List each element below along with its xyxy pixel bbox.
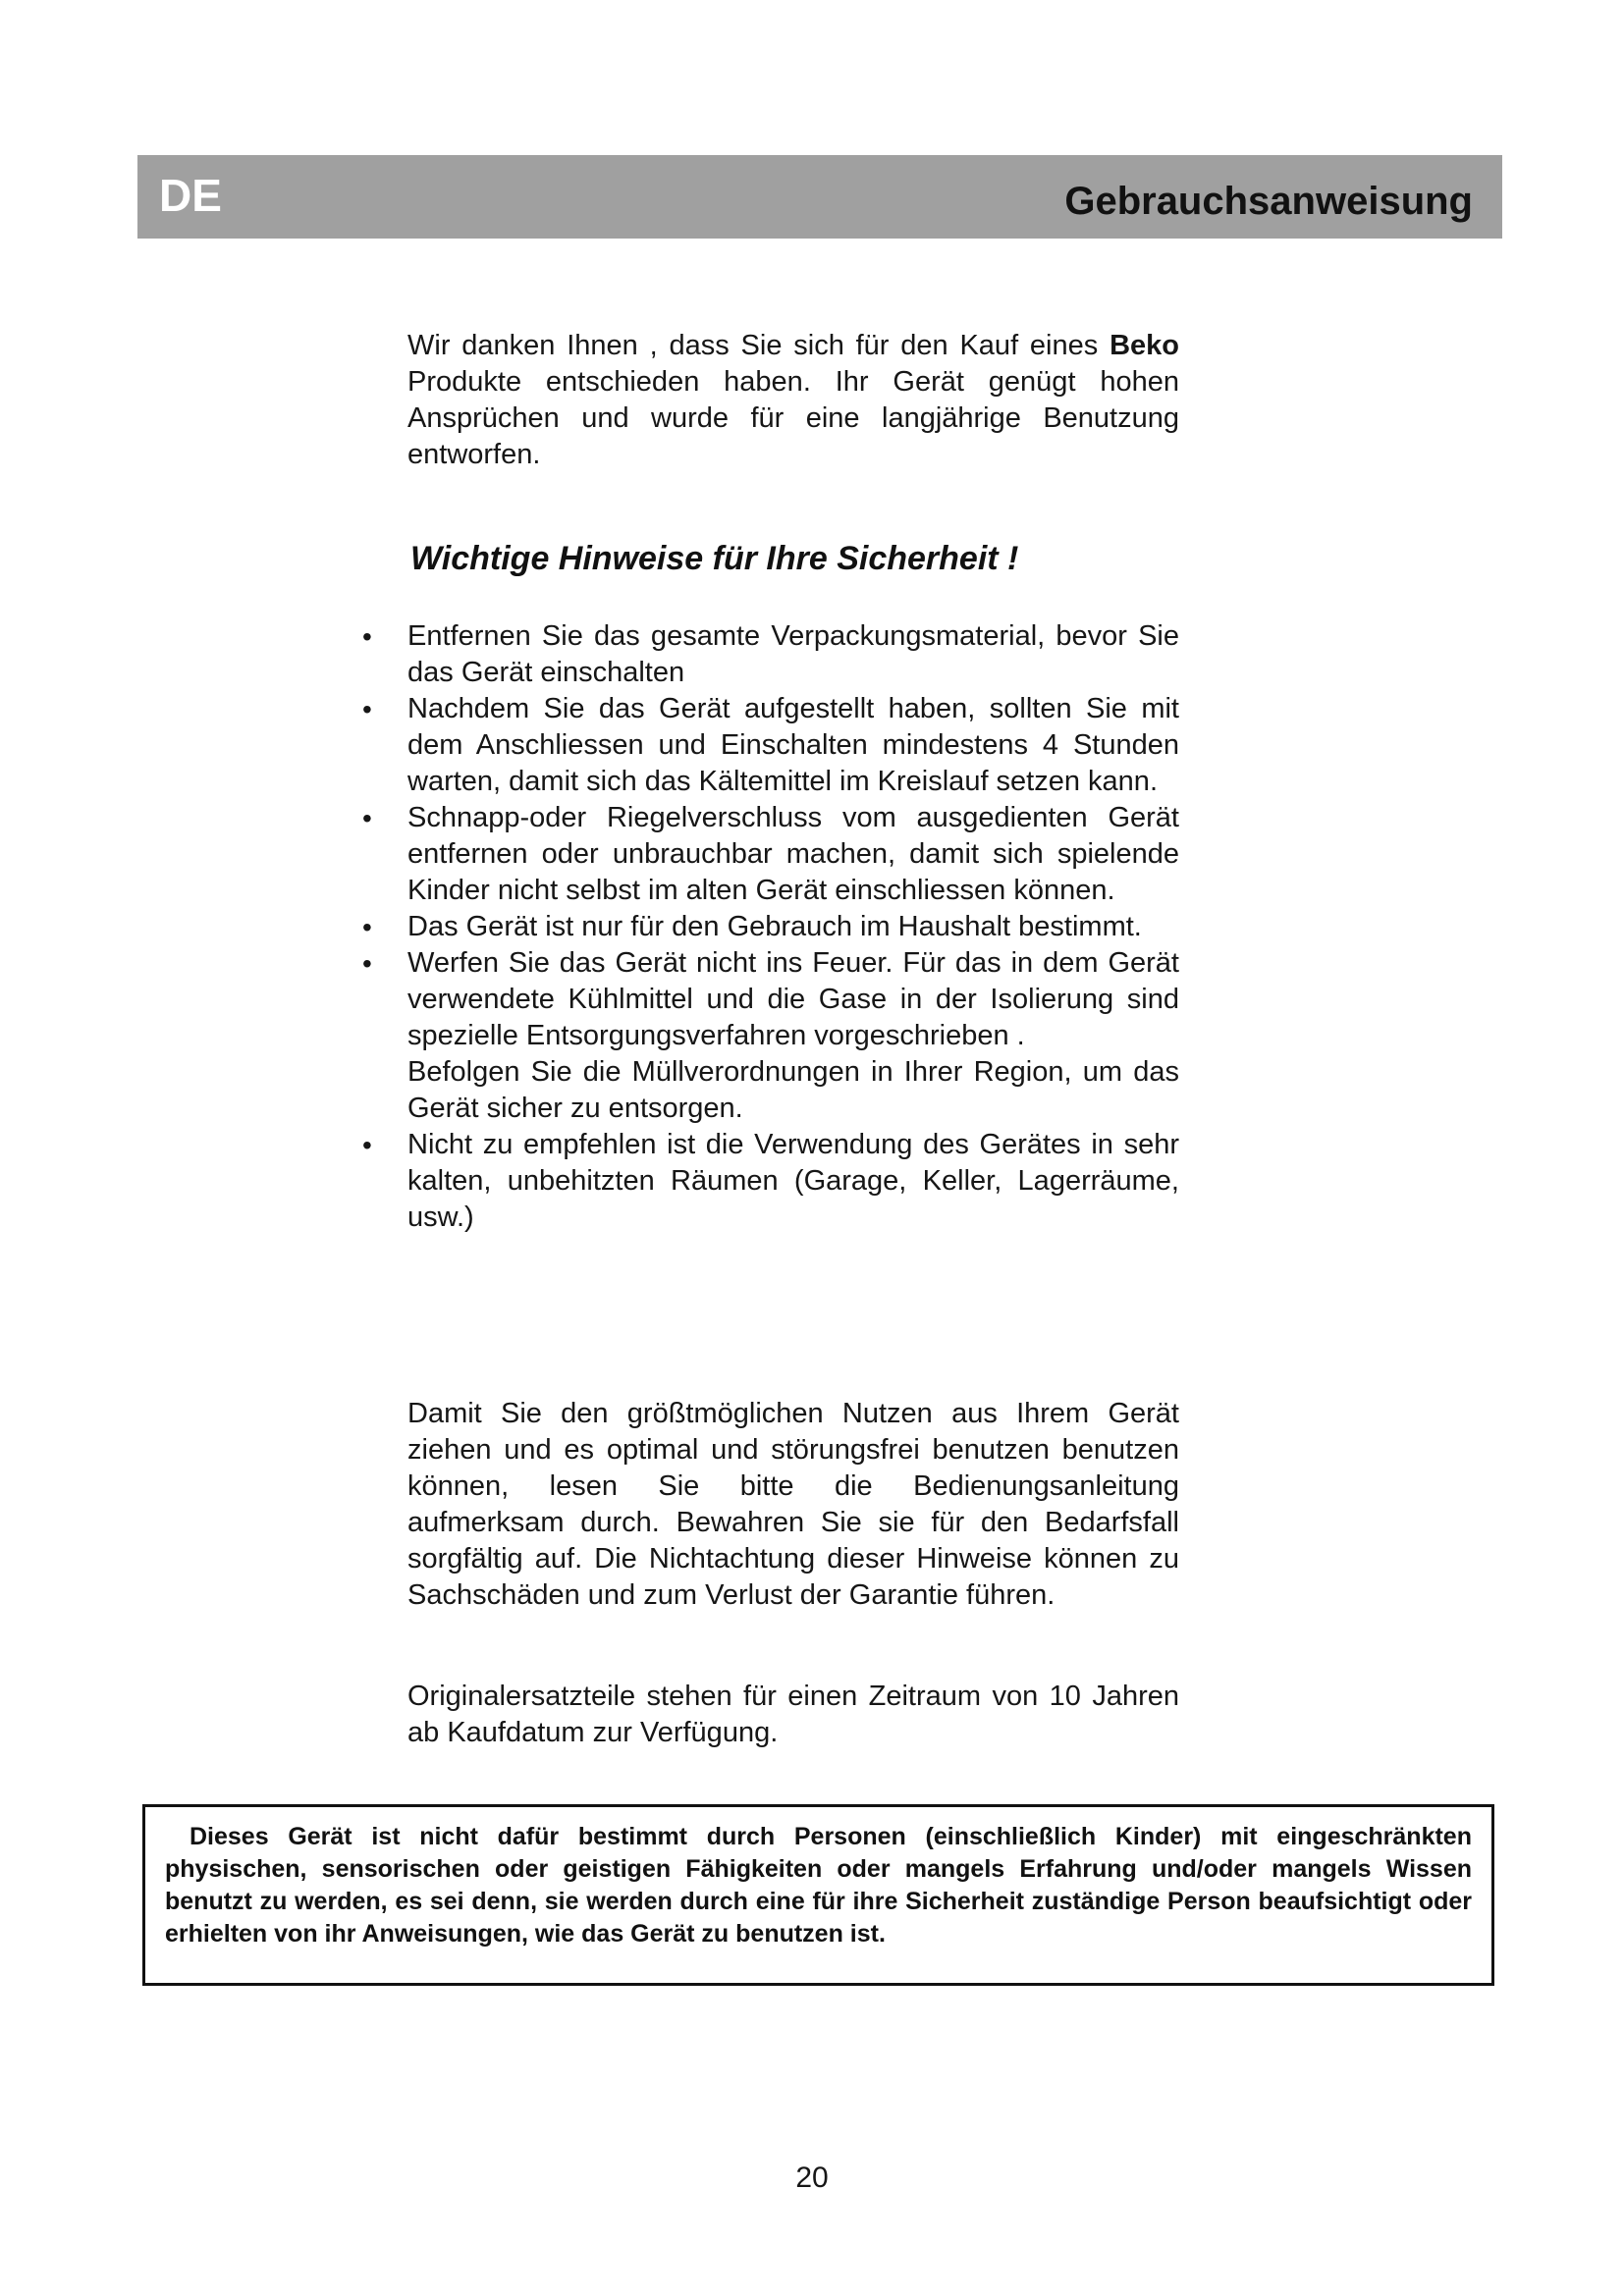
intro-text-start: Wir danken Ihnen , dass Sie sich für den Kauf eines [407, 330, 1099, 361]
brand-name: Beko [1110, 330, 1179, 361]
parts-note: Originalersatzteile stehen für einen Zeitraum von 10 Jahren ab Kaufdatum zur Verfügung. [407, 1681, 1179, 1748]
safety-heading: Wichtige Hinweise für Ihre Sicherheit ! [410, 540, 1019, 577]
safety-item: • Entfernen Sie das gesamte Verpackungsmaterial, bevor Sie das Gerät einschalten [353, 618, 1179, 691]
notice-box [142, 1804, 1494, 1986]
notice-text: Dieses Gerät ist nicht dafür bestimmt durch Personen (einschließlich Kinder) mit eingeschränkten physischen, sensorischen oder geistigen Fähigkeiten oder mangels Erfahrung und/oder mangels Wissen benutzt zu werden, es sei denn, sie werden durch eine für ihre Sicherheit zuständige Person beaufsichtigt oder erhielten von ihr Anweisungen, wie das Gerät zu benutzen ist. [165, 1823, 1472, 1948]
safety-list [353, 618, 1179, 1236]
intro-text-end: Produkte entschieden haben. Ihr Gerät genügt hohen Ansprüchen und wurde für eine langjährige Benutzung entworfen. [407, 366, 1179, 470]
fire-warning: Werfen Sie das Gerät nicht ins Feuer. Für das in dem Gerät verwendete Kühlmittel und die Gase in der Isolierung sind spezielle Entsorgungsverfahren vorgeschrieben . [407, 947, 1179, 1051]
intro-paragraph [407, 328, 1179, 473]
header-bar [137, 155, 1502, 239]
page-title: Gebrauchsanweisung [1064, 180, 1473, 223]
page-number: 20 [795, 2162, 829, 2194]
safety-item: • Das Gerät ist nur für den Gebrauch im Haushalt bestimmt. [353, 909, 1179, 945]
safety-item: • Nachdem Sie das Gerät aufgestellt haben, sollten Sie mit dem Anschliessen und Einschalten mindestens 4 Stunden warten, damit sich das Kältemittel im Kreislauf setzen kann. [353, 691, 1179, 800]
language-code: DE [159, 170, 222, 221]
disposal-note: Befolgen Sie die Müllverordnungen in Ihrer Region, um das Gerät sicher zu entsorgen. [407, 1056, 1179, 1124]
usage-note: Damit Sie den größtmöglichen Nutzen aus Ihrem Gerät ziehen und es optimal und störungsfrei benutzen benutzen können, lesen Sie bitte die Bedienungsanleitung aufmerksam durch. Bewahren Sie sie für den Bedarfsfall sorgfältig auf. Die Nichtachtung dieser Hinweise können zu Sachschäden und zum Verlust der Garantie führen. [407, 1398, 1179, 1611]
safety-item [353, 945, 1179, 1127]
safety-item: • Nicht zu empfehlen ist die Verwendung des Gerätes in sehr kalten, unbehitzten Räumen (Garage, Keller, Lagerräume, usw.) [353, 1127, 1179, 1236]
safety-item: • Schnapp-oder Riegelverschluss vom ausgedienten Gerät entfernen oder unbrauchbar machen, damit sich spielende Kinder nicht selbst im alten Gerät einschliessen können. [353, 800, 1179, 909]
